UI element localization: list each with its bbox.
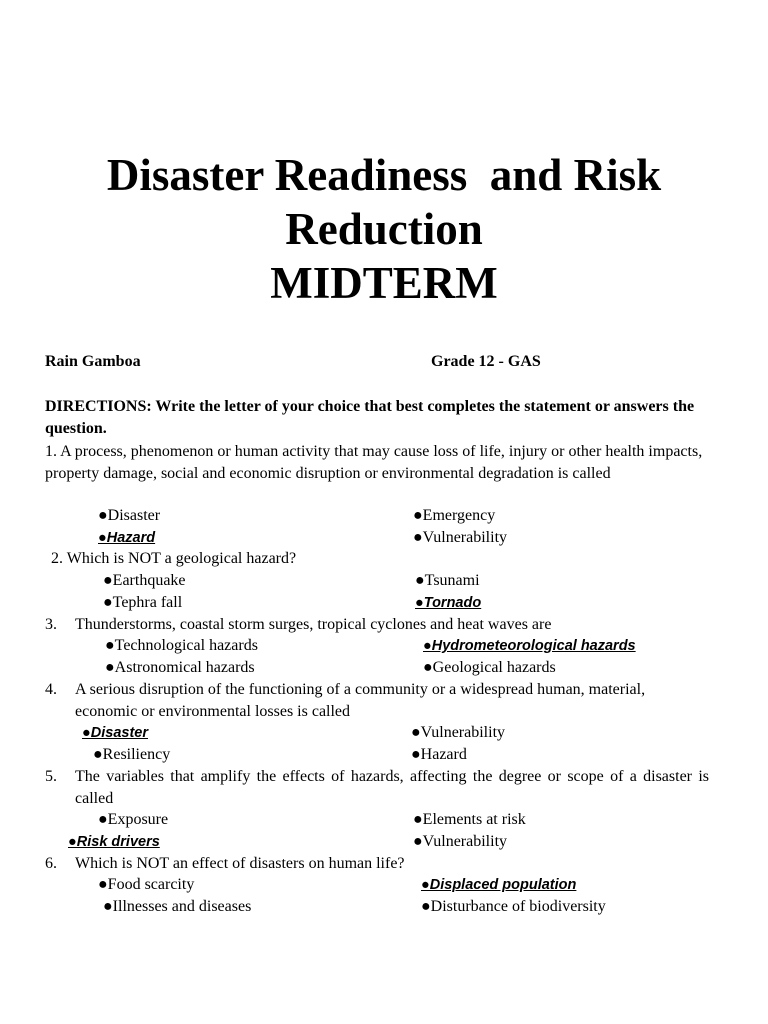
q6-option-biodiversity: ●Disturbance of biodiversity bbox=[421, 898, 606, 915]
directions: DIRECTIONS: Write the letter of your choice that best completes the statement or answers the question. bbox=[45, 398, 695, 437]
q6-option-food-scarcity: ●Food scarcity bbox=[98, 876, 195, 893]
title-line-2: Reduction bbox=[285, 204, 483, 254]
question-1-text: A process, phenomenon or human activity that may cause loss of life, injury or other health impacts, property damage, social and economic disruption or environmental degradation is called bbox=[45, 443, 703, 482]
q4-option-vulnerability: ●Vulnerability bbox=[411, 724, 506, 741]
q5-option-elements-at-risk: ●Elements at risk bbox=[413, 811, 526, 828]
student-grade: Grade 12 - GAS bbox=[431, 353, 541, 370]
q2-option-tephra-fall: ●Tephra fall bbox=[103, 594, 183, 611]
question-5-number: 5. bbox=[45, 768, 57, 785]
question-3-text: Thunderstorms, coastal storm surges, tropical cyclones and heat waves are bbox=[75, 616, 552, 633]
q4-option-resiliency: ●Resiliency bbox=[93, 746, 171, 763]
q5-option-exposure: ●Exposure bbox=[98, 811, 169, 828]
q1-option-hazard-answer: ●Hazard bbox=[98, 530, 156, 546]
question-4-number: 4. bbox=[45, 681, 57, 698]
q5-option-vulnerability: ●Vulnerability bbox=[413, 833, 508, 850]
question-1-number: 1. bbox=[45, 443, 57, 460]
question-5-text: The variables that amplify the effects of hazards, affecting the degree or scope of a disaster is called bbox=[75, 768, 709, 807]
document-title bbox=[0, 148, 768, 310]
q4-option-disaster-answer: ●Disaster bbox=[82, 725, 148, 741]
q4-option-hazard: ●Hazard bbox=[411, 746, 467, 763]
title-line-1: Disaster Readiness and Risk bbox=[106, 150, 662, 200]
question-2-number: 2. bbox=[51, 550, 63, 567]
q2-option-tsunami: ●Tsunami bbox=[415, 572, 480, 589]
q3-option-technological: ●Technological hazards bbox=[105, 637, 258, 654]
q2-option-earthquake: ●Earthquake bbox=[103, 572, 186, 589]
q6-option-illnesses: ●Illnesses and diseases bbox=[103, 898, 252, 915]
question-6-number: 6. bbox=[45, 855, 57, 872]
question-2 bbox=[51, 548, 711, 570]
title-line-3: MIDTERM bbox=[270, 258, 498, 308]
q3-option-geological: ●Geological hazards bbox=[423, 659, 556, 676]
q3-option-hydrometeorological-answer: ●Hydrometeorological hazards bbox=[423, 638, 636, 654]
q3-option-astronomical: ●Astronomical hazards bbox=[105, 659, 255, 676]
q6-option-displaced-population-answer: ●Displaced population bbox=[421, 877, 577, 893]
q1-option-emergency: ●Emergency bbox=[413, 507, 496, 524]
question-2-text: Which is NOT a geological hazard? bbox=[66, 550, 297, 567]
student-name: Rain Gamboa bbox=[45, 353, 141, 370]
q1-option-vulnerability: ●Vulnerability bbox=[413, 529, 508, 546]
q2-option-tornado-answer: ●Tornado bbox=[415, 595, 482, 611]
question-3-number: 3. bbox=[45, 616, 57, 633]
question-6-text: Which is NOT an effect of disasters on human life? bbox=[75, 855, 405, 872]
q5-option-risk-drivers-answer: ●Risk drivers bbox=[68, 834, 160, 850]
question-4-text: A serious disruption of the functioning of a community or a widespread human, material, economic or environmental losses is called bbox=[75, 681, 646, 720]
question-1 bbox=[45, 441, 705, 485]
q1-option-disaster: ●Disaster bbox=[98, 507, 161, 524]
